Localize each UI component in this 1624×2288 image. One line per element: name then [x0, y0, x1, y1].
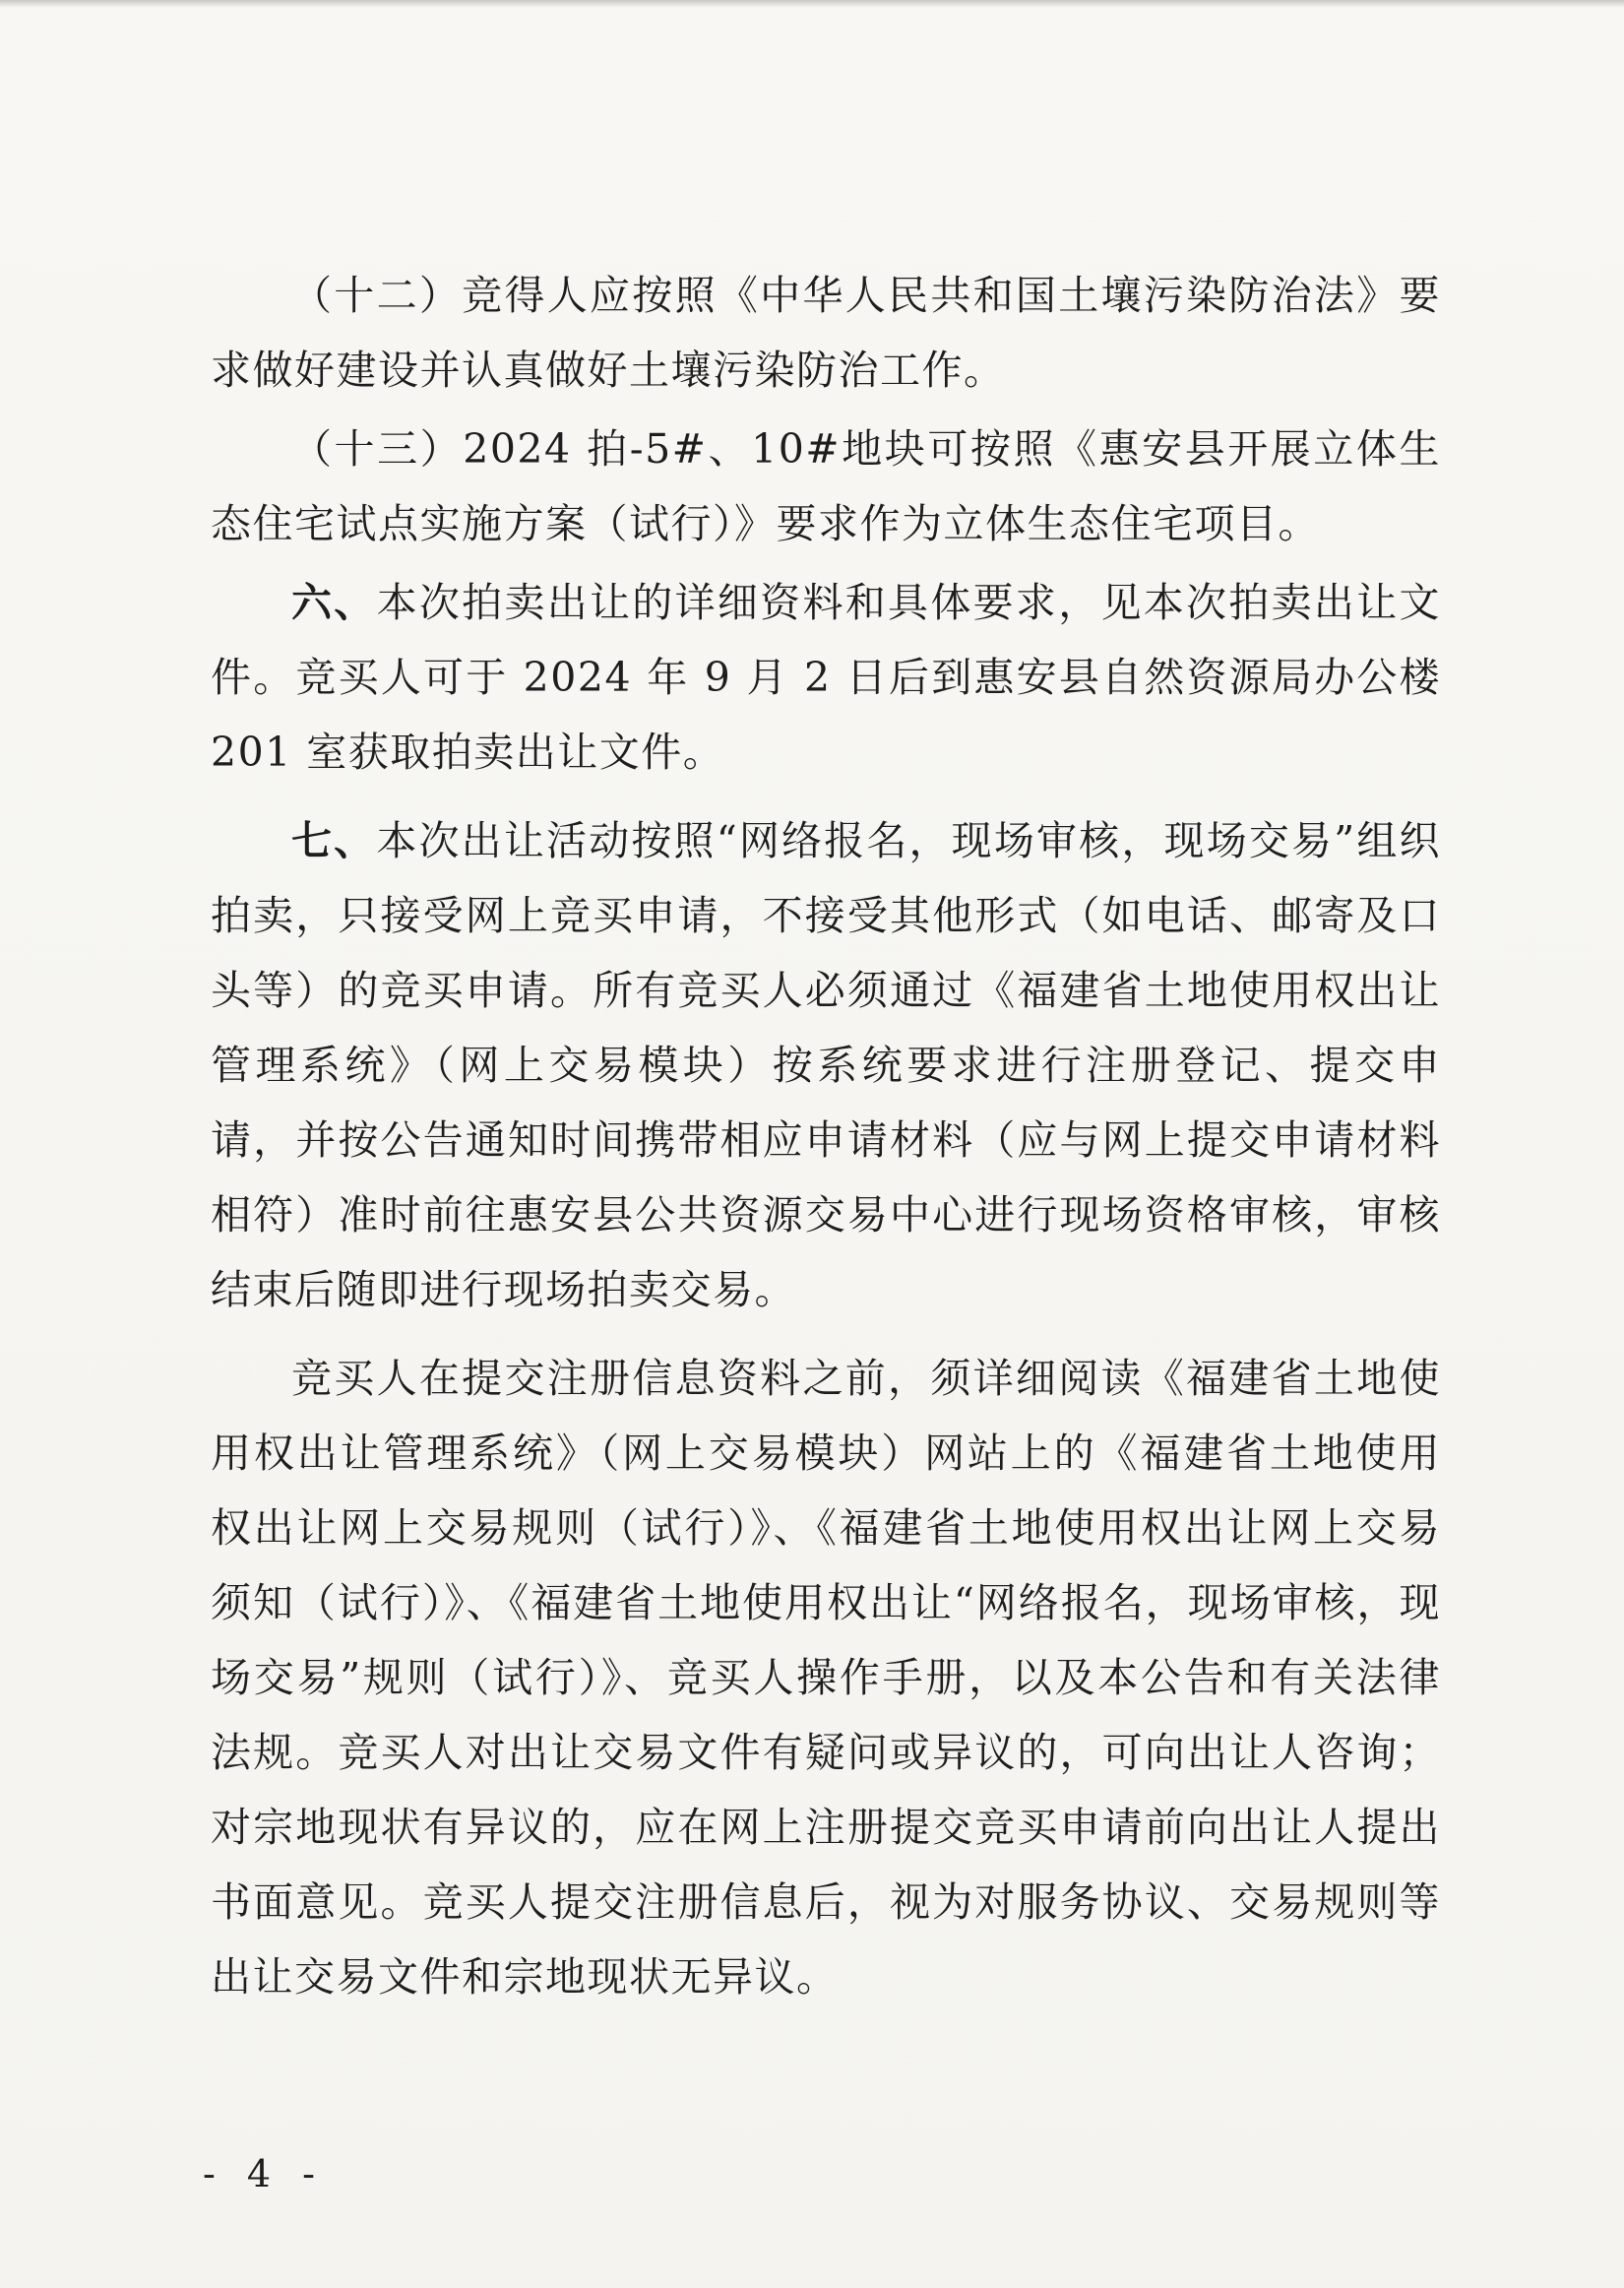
paragraph-clause-13: [211, 412, 1441, 561]
paragraph-text: （十三）2024 拍-5#、10#地块可按照《惠安县开展立体生态住宅试点实施方案（试行）》要求作为立体生态住宅项目。: [211, 425, 1441, 547]
paragraph-bidder-notice: [211, 1341, 1441, 2014]
page-number: - 4 -: [203, 2152, 326, 2195]
paragraph-clause-12: [211, 258, 1441, 408]
paragraph-text: （十二）竞得人应按照《中华人民共和国土壤污染防治法》要求做好建设并认真做好土壤污染防治工作。: [211, 272, 1441, 394]
scan-edge-shadow: [0, 0, 1624, 8]
paragraph-text: 竞买人在提交注册信息资料之前，须详细阅读《福建省土地使用权出让管理系统》（网上交易模块）网站上的《福建省土地使用权出让网上交易规则（试行）》、《福建省土地使用权出让网上交易须知（试行）》、《福建省土地使用权出让“网络报名，现场审核，现场交易”规则（试行）》、竞买人操作手册，以及本公告和有关法律法规。竞买人对出让交易文件有疑问或异议的，可向出让人咨询；对宗地现状有异议的，应在网上注册提交竞买申请前向出让人提出书面意见。竞买人提交注册信息后，视为对服务协议、交易规则等出让交易文件和宗地现状无异议。: [211, 1355, 1441, 2001]
paragraph-text: 本次出让活动按照“网络报名，现场审核，现场交易”组织拍卖，只接受网上竞买申请，不接受其他形式（如电话、邮寄及口头等）的竞买申请。所有竞买人必须通过《福建省土地使用权出让管理系统》（网上交易模块）按系统要求进行注册登记、提交申请，并按公告通知时间携带相应申请材料（应与网上提交申请材料相符）准时前往惠安县公共资源交易中心进行现场资格审核，审核结束后随即进行现场拍卖交易。: [211, 817, 1442, 1313]
paragraph-section-7: [211, 803, 1441, 1327]
section-number: 六、: [291, 579, 377, 626]
section-number: 七、: [291, 817, 377, 864]
paragraph-text: 本次拍卖出让的详细资料和具体要求，见本次拍卖出让文件。竞买人可于 2024 年 9 月 2 日后到惠安县自然资源局办公楼 201 室获取拍卖出让文件。: [211, 579, 1441, 776]
document-body: [211, 258, 1441, 2014]
paragraph-section-6: [211, 565, 1441, 790]
